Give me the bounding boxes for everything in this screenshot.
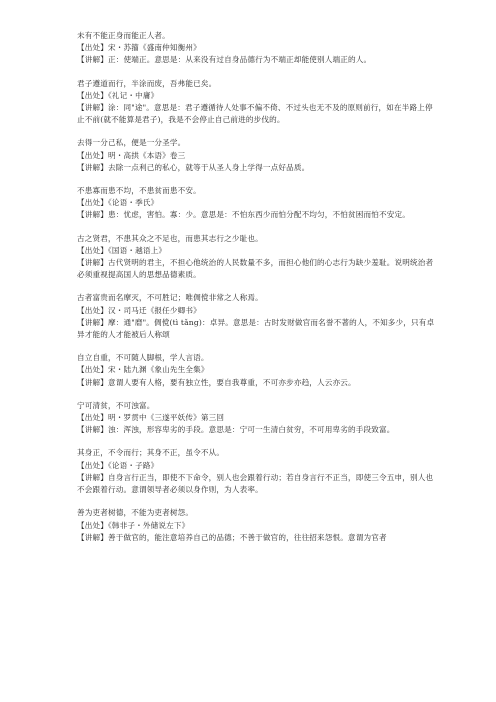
entry-3: [77, 137, 440, 174]
quote-text: 宁可清贫，不可浊富。: [77, 400, 155, 410]
entry-1: [77, 30, 440, 67]
explanation-text: 【讲解】摩：通"磨"。倜傥(tì tǎng)：卓异。意思是：古时发财做官而名誉不著的人，不知多少，只有卓异才能的人才能被后人称颂: [77, 317, 435, 340]
quote-text: 不患寡而患不均，不患贫而患不安。: [77, 186, 201, 196]
source-line: 【出处】宋・苏籀《盛南仲知衡州》: [77, 43, 201, 53]
source-line: 【出处】《礼记・中庸》: [77, 90, 159, 100]
source-line: 【出处】宋・陆九渊《象山先生全集》: [77, 365, 209, 375]
source-line: 【出处】《论语・季氏》: [77, 198, 159, 208]
explanation-text: 【讲解】善于做官的，能注意培养自己的品德；不善于做官的，往往招来怨恨。意谓为官者: [77, 532, 387, 542]
quote-text: 其身正，不令而行；其身不正，虽令不从。: [77, 448, 225, 458]
entry-10: [77, 507, 440, 544]
explanation-text: 【讲解】涂：同"途"。意思是：君子遵循待人处事不偏不倚、不过头也无不及的原则前行，如在半路上停止不前(就不能算是君子)，我是不会停止自己前进的步伐的。: [77, 103, 433, 125]
quote-text: 古之贤君，不患其众之不足也，而患其志行之少耻也。: [77, 233, 263, 243]
quote-text: 古者富贵而名摩灭，不可胜记；唯倜傥非常之人称焉。: [77, 293, 263, 303]
quote-text: 未有不能正身而能正人者。: [77, 31, 170, 40]
explanation-text: 【讲解】去除一点利己的私心，就等于从圣人身上学得一点好品质。: [77, 162, 310, 172]
quote-text: 去得一分己私，便是一分圣学。: [77, 138, 186, 148]
source-line: 【出处】汉・司马迁《报任少卿书》: [77, 305, 201, 315]
entry-8: [77, 400, 440, 437]
source-line: 【出处】《论语・子路》: [77, 460, 159, 470]
explanation-text: 【讲解】患：忧虑，害怕。寡：少。意思是：不怕东西少而怕分配不均匀，不怕贫困而怕不安定。: [77, 210, 410, 220]
source-line: 【出处】明・罗贯中《三遂平妖传》第三回: [77, 413, 225, 423]
source-line: 【出处】《国语・越语上》: [77, 245, 167, 255]
quote-text: 自立自重，不可随人脚根，学人言语。: [77, 353, 209, 363]
explanation-text: 【讲解】浊：浑浊，形容卑劣的手段。意思是：宁可一生清白贫穷，不可用卑劣的手段致富。: [77, 425, 395, 435]
explanation-text: 【讲解】自身言行正当，即使不下命令，别人也会跟着行动；若自身言行不正当，即使三令五申，别人也不会跟着行动。意谓领导者必须以身作则，为人表率。: [77, 472, 434, 495]
entry-6: [77, 292, 440, 341]
entry-7: [77, 352, 440, 389]
source-line: 【出处】《韩非子・外储说左下》: [77, 520, 190, 530]
quote-text: 善为吏者树德，不能为吏者树怨。: [77, 508, 194, 518]
explanation-text: 【讲解】古代贤明的君主，不担心他统治的人民数量不多，而担心他们的心志行为缺少羞耻。说明统治者必须重视提高国人的思想品德素质。: [77, 258, 434, 280]
entry-9: [77, 447, 440, 496]
explanation-text: 【讲解】意谓人要有人格，要有独立性，要自我尊重，不可亦步亦趋，人云亦云。: [77, 377, 356, 387]
entry-5: [77, 233, 440, 282]
source-line: 【出处】明・高拱《本语》卷三: [77, 150, 186, 160]
explanation-text: 【讲解】正：使端正。意思是：从来没有过自身品德行为不端正却能使别人端正的人。: [77, 55, 372, 65]
quote-text: 君子遵道而行，半涂而废，吾弗能已矣。: [77, 78, 217, 88]
entry-2: [77, 78, 440, 127]
entry-4: [77, 185, 440, 222]
